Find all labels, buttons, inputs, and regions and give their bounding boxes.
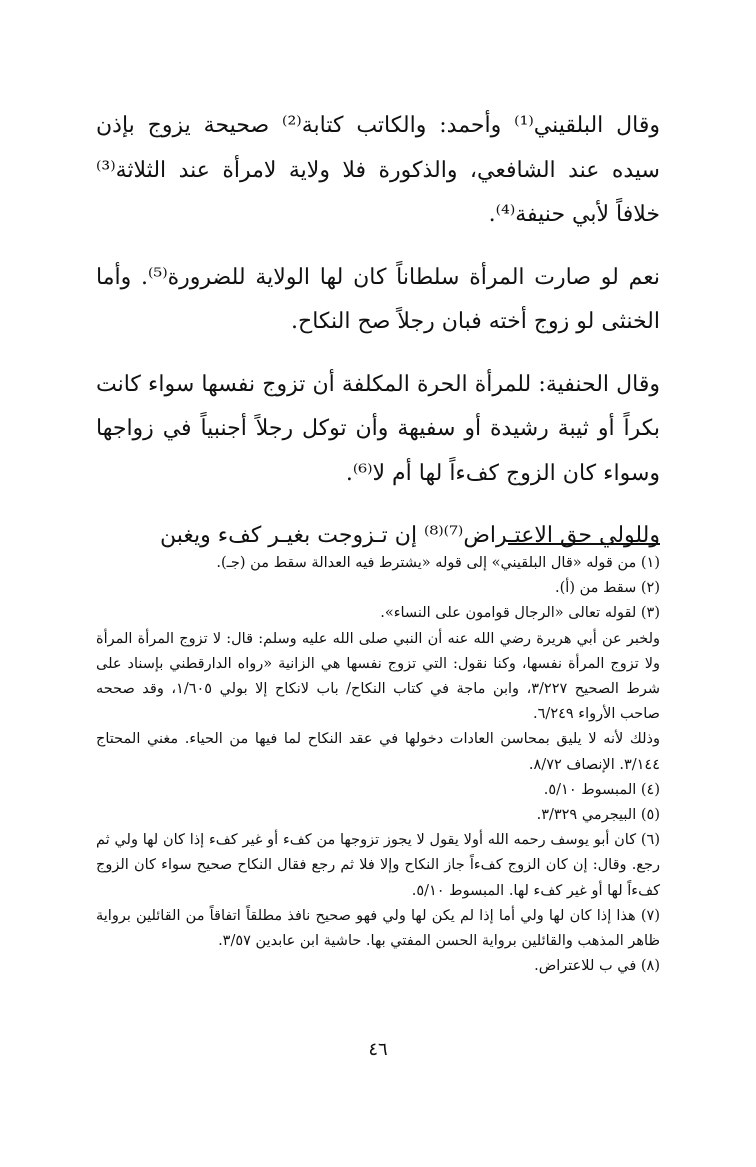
footnote-4: (٤) المبسوط ٥/١٠.	[543, 781, 660, 798]
footnote-5: (٥) البيجرمي ٣/٣٢٩.	[536, 807, 660, 824]
footnote-7: (٧) هذا إذا كان لها ولي أما إذا لم يكن لها ولي فهو صحيح نافذ مطلقاً اتفاقاً من القائلين برواية ظاهر المذهب والقائلين برواية الحسن المفتي بها. حاشية ابن عابدين ٣/٥٧.	[96, 907, 660, 950]
footnote-8: (٨) في ب للاعتراض.	[534, 958, 660, 975]
paragraph-1: وقال البلقيني⁽¹⁾ وأحمد: والكاتب كتابة⁽²⁾ صحيحة يزوج بإذن سيده عند الشافعي، والذكورة فلا ولاية لامرأة عند الثلاثة⁽³⁾ خلافاً لأبي حنيفة⁽⁴⁾.	[96, 113, 660, 227]
footnotes	[96, 551, 660, 979]
footnote-3-continuation-a: ولخبر عن أبي هريرة رضي الله عنه أن النبي صلى الله عليه وسلم: قال: لا تزوج المرأة المرأة ولا تزوج المرأة نفسها، وكنا نقول: التي تزوج نفسها هي الزانية «رواه الدارقطني بإسناد على شرط الصحيح ٣/٢٢٧، وابن ماجة في كتاب النكاح/ باب لانكاح إلا بولي ١/٦٠٥، وقد صححه صاحب الأرواء ٦/٢٤٩.	[96, 630, 660, 723]
page-number: ٤٦	[368, 1039, 388, 1060]
footnote-2: (٢) سقط من (أ).	[555, 580, 660, 597]
paragraph-4: وللولي حق الاعتـراض⁽⁷⁾⁽⁸⁾ إن تـزوجت بغيـر كفء ويغبن	[159, 523, 660, 548]
footnote-3: (٣) لقوله تعالى «الرجال قوامون على النساء».	[380, 605, 660, 622]
paragraph-3: وقال الحنفية: للمرأة الحرة المكلفة أن تزوج نفسها سواء كانت بكراً أو ثيبة رشيدة أو سفيهة وأن توكل رجلاً أجنبياً في زواجها وسواء كان الزوج كفءاً لها أم لا⁽⁶⁾.	[96, 371, 660, 486]
paragraph-2: نعم لو صارت المرأة سلطاناً كان لها الولاية للضرورة⁽⁵⁾. وأما الخنثى لو زوج أخته فبان رجلاً صح النكاح.	[96, 264, 660, 334]
footnote-separator	[508, 543, 660, 545]
footnote-1: (١) من قوله «قال البلقيني» إلى قوله «يشترط فيه العدالة سقط من (جـ).	[216, 555, 660, 571]
footnote-3-continuation-b: وذلك لأنه لا يليق بمحاسن العادات دخولها في عقد النكاح لما فيها من الحياء. مغني المحتاج ٣/١٤٤. الإنصاف ٨/٧٢.	[96, 731, 660, 773]
footnote-6: (٦) كان أبو يوسف رحمه الله أولا يقول لا يجوز تزوجها من كفء أو غير كفء إذا كان لها ولي ثم رجع. وقال: إن كان الزوج كفءاً جاز النكاح وإلا فلا ثم رجع فقال النكاح صحيح سواء كان الزوج كفءاً لها أو غير كفء لها. المبسوط ٥/١٠.	[96, 832, 660, 899]
main-text	[96, 104, 660, 559]
